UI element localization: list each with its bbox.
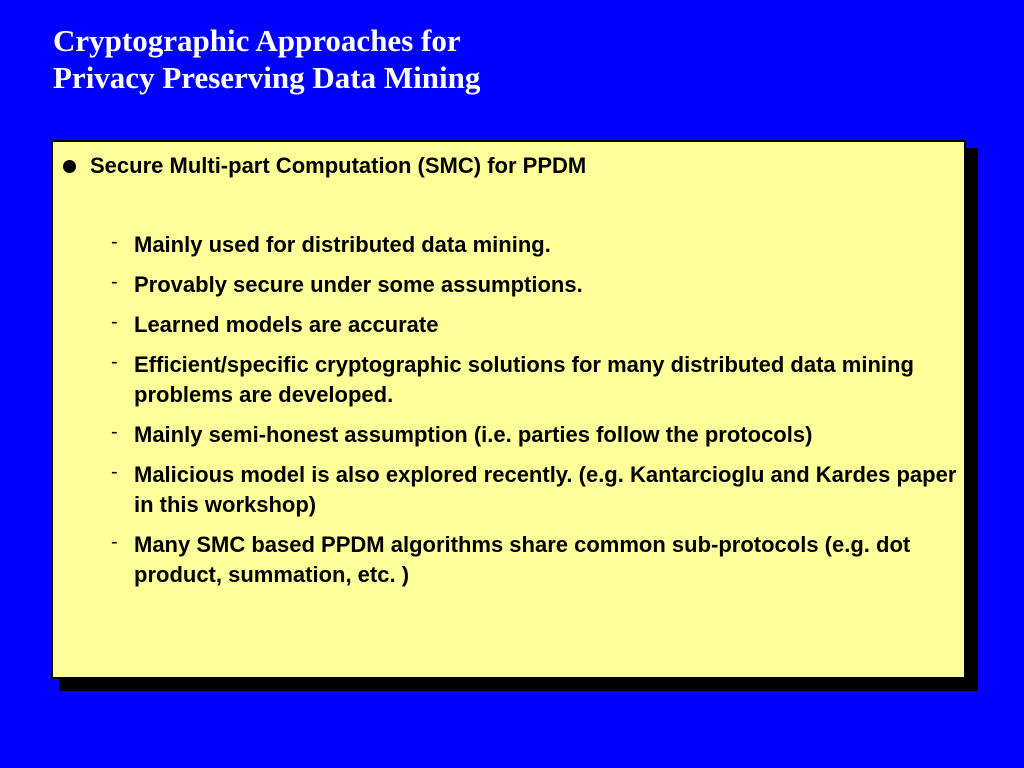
sub-bullet-item xyxy=(107,350,963,410)
dash-bullet-icon: - xyxy=(111,351,118,373)
sub-bullet-text: Malicious model is also explored recently. (e.g. Kantarcioglu and Kardes paper in this workshop) xyxy=(134,462,957,517)
sub-bullet-list xyxy=(107,230,963,600)
sub-bullet-item xyxy=(107,270,963,300)
sub-bullet-text: Mainly used for distributed data mining. xyxy=(134,232,551,257)
sub-bullet-text: Learned models are accurate xyxy=(134,312,439,337)
sub-bullet-item xyxy=(107,420,963,450)
sub-bullet-item xyxy=(107,310,963,340)
dash-bullet-icon: - xyxy=(111,271,118,293)
dash-bullet-icon: - xyxy=(111,461,118,483)
dash-bullet-icon: - xyxy=(111,531,118,553)
dash-bullet-icon: - xyxy=(111,421,118,443)
sub-bullet-item xyxy=(107,530,963,590)
dash-bullet-icon: - xyxy=(111,311,118,333)
slide-title-line-2: Privacy Preserving Data Mining xyxy=(53,60,481,95)
main-bullet-text: Secure Multi-part Computation (SMC) for PPDM xyxy=(90,153,587,178)
slide-title-line-1: Cryptographic Approaches for xyxy=(53,23,461,58)
main-bullet-item xyxy=(63,153,586,179)
slide-title xyxy=(53,22,953,96)
sub-bullet-item xyxy=(107,230,963,260)
content-box xyxy=(51,140,966,679)
sub-bullet-text: Efficient/specific cryptographic solutions for many distributed data mining problems are developed. xyxy=(134,352,914,407)
sub-bullet-text: Mainly semi-honest assumption (i.e. parties follow the protocols) xyxy=(134,422,813,447)
sub-bullet-text: Many SMC based PPDM algorithms share common sub-protocols (e.g. dot product, summation, etc. ) xyxy=(134,532,911,587)
sub-bullet-text: Provably secure under some assumptions. xyxy=(134,272,583,297)
dash-bullet-icon: - xyxy=(111,231,118,253)
bullet-dot-icon xyxy=(63,160,76,173)
sub-bullet-item xyxy=(107,460,963,520)
